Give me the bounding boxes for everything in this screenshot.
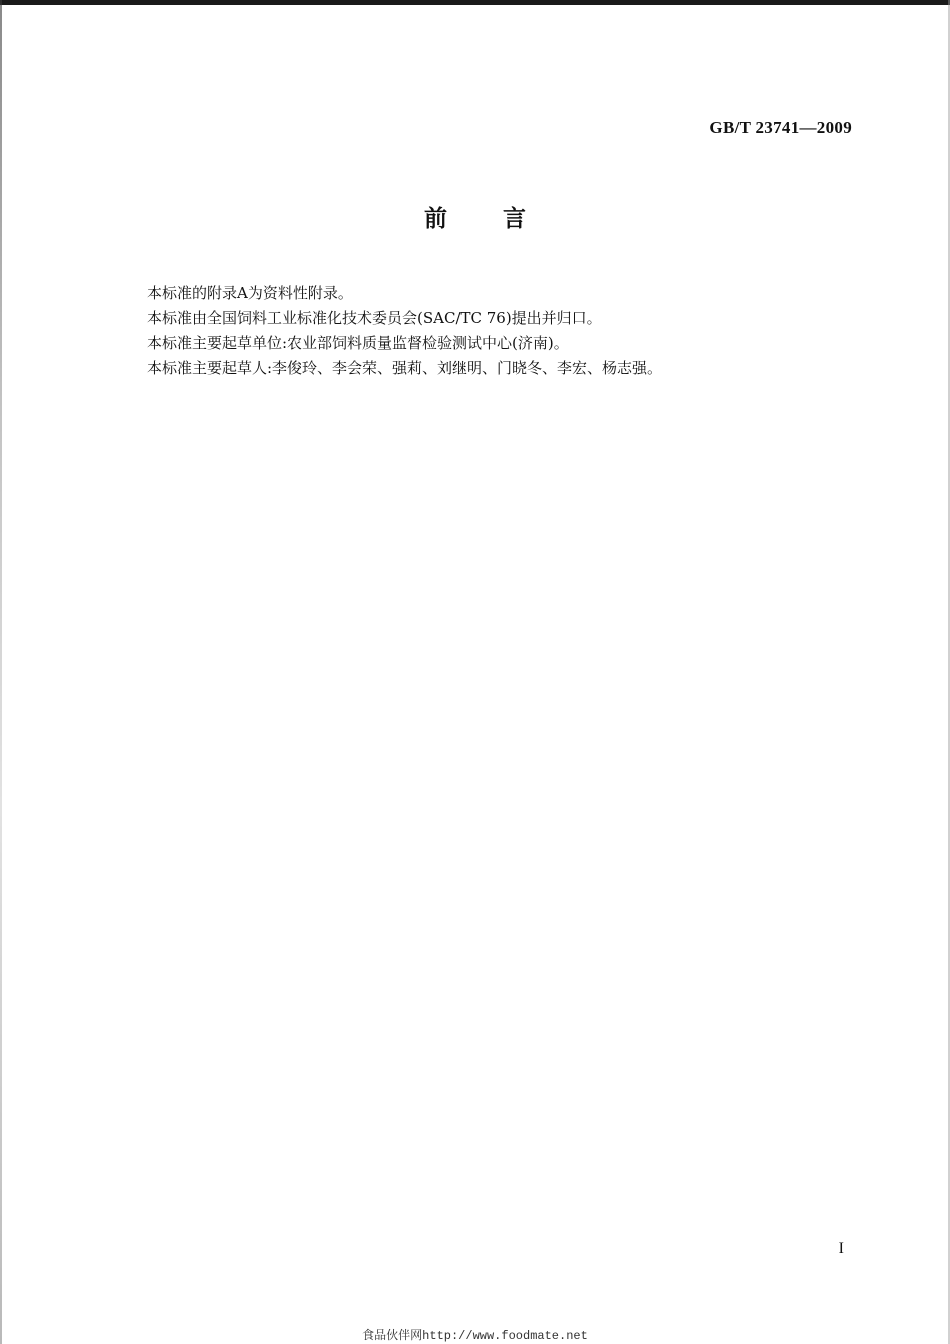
page-title: 前言 xyxy=(424,206,582,232)
paragraph-annex: 本标准的附录A为资料性附录。 xyxy=(147,284,353,302)
watermark-text: 食品伙伴网http://www.foodmate.net xyxy=(362,1329,588,1343)
page-number: I xyxy=(838,1240,844,1257)
paragraph-proposer: 本标准由全国饲料工业标准化技术委员会(SAC/TC 76)提出并归口。 xyxy=(147,309,602,327)
standard-code: GB/T 23741—2009 xyxy=(709,118,852,137)
scan-border-top xyxy=(0,0,950,5)
paragraph-drafting-unit: 本标准主要起草单位:农业部饲料质量监督检验测试中心(济南)。 xyxy=(147,334,569,352)
foreword-content xyxy=(147,281,847,381)
paragraph-drafters: 本标准主要起草人:李俊玲、李会荣、强莉、刘继明、门晓冬、李宏、杨志强。 xyxy=(147,359,663,377)
